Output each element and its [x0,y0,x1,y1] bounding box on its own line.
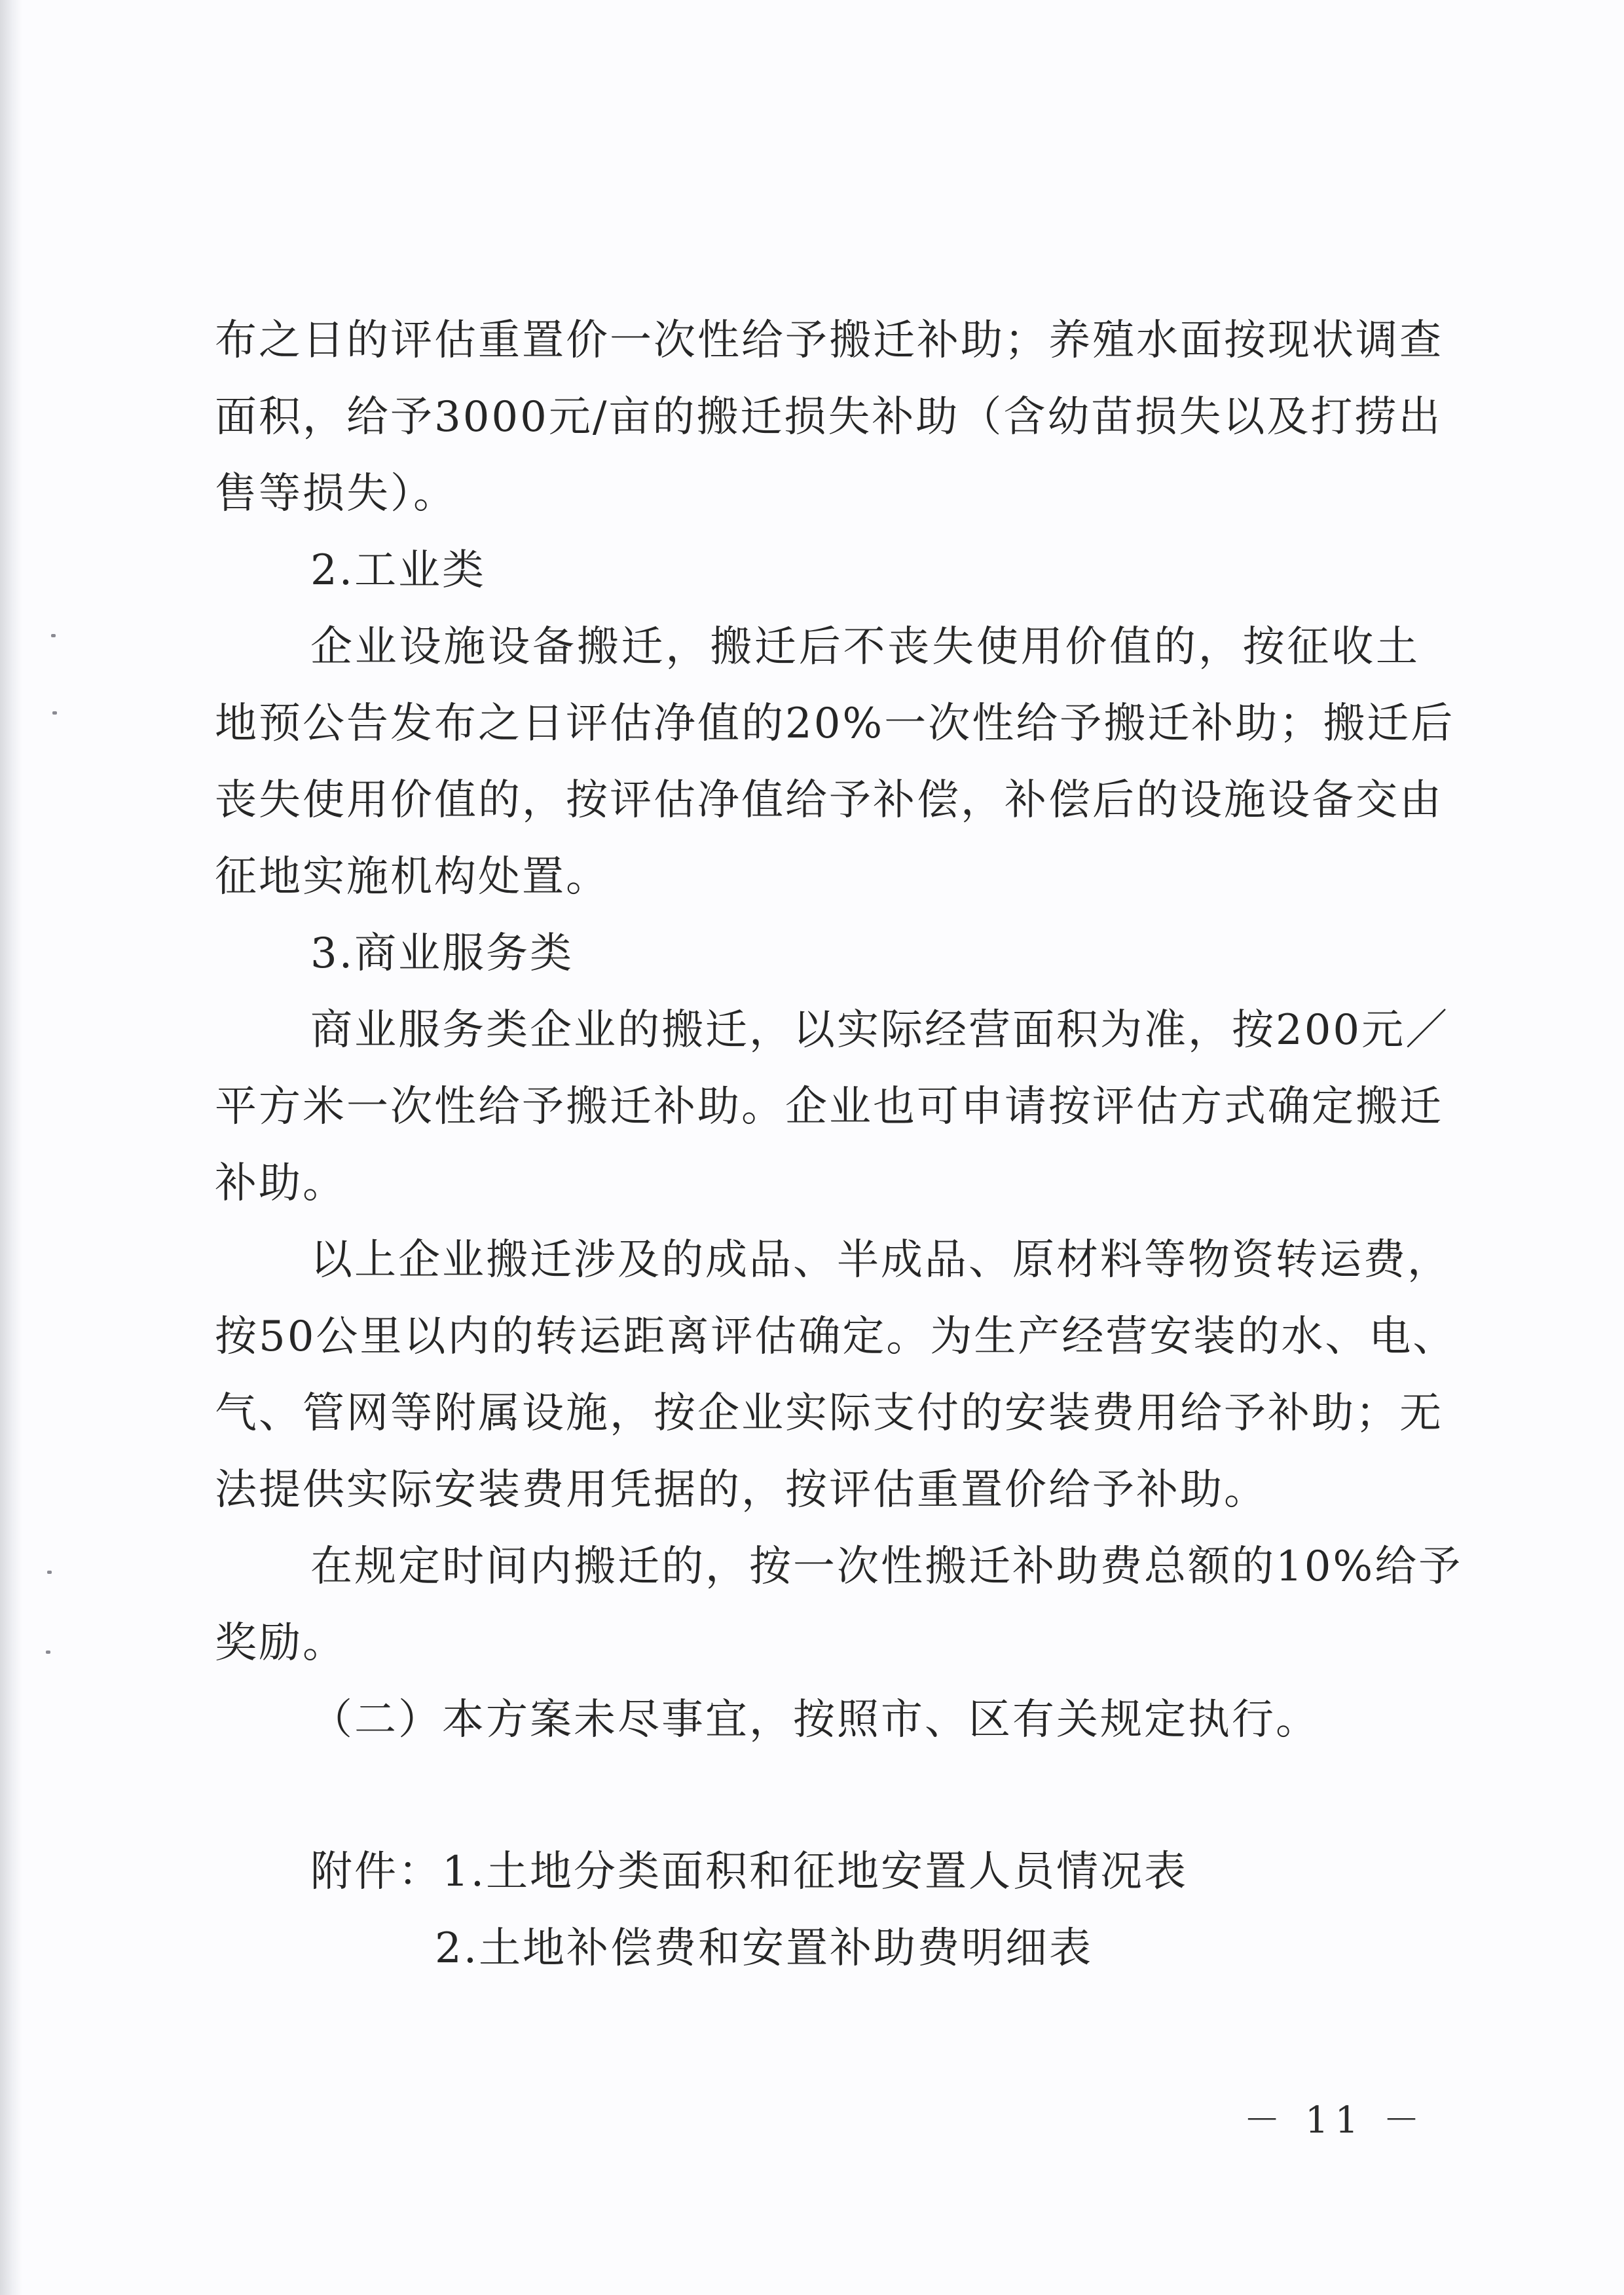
text-line: （二）本方案未尽事宜，按照市、区有关规定执行。 [310,1696,1320,1744]
text-line: 按50公里以内的转运距离评估确定。为生产经营安装的水、电、 [215,1313,1457,1361]
text-line: 地预公告发布之日评估净值的20%一次性给予搬迁补助；搬迁后 [215,700,1455,748]
section-heading-industrial: 2.工业类 [310,546,487,595]
text-line: 布之日的评估重置价一次性给予搬迁补助；养殖水面按现状调查 [215,316,1443,365]
attachment-title: 1.土地分类面积和征地安置人员情况表 [442,1848,1189,1896]
page-number: － 11 － [1244,2099,1426,2142]
text-line: 气、管网等附属设施，按企业实际支付的安装费用给予补助；无 [215,1389,1443,1438]
text-line: 丧失使用价值的，按评估净值给予补偿，补偿后的设施设备交由 [215,776,1443,825]
scan-shadow-edge [0,0,22,2295]
text-line: 法提供实际安装费用凭据的，按评估重置价给予补助。 [215,1466,1268,1514]
attachments-label: 附件： [310,1848,442,1896]
text-line: 在规定时间内搬迁的，按一次性搬迁补助费总额的10%给予 [310,1542,1463,1591]
attachment-item [310,1834,1424,1911]
attachment-title: 2.土地补偿费和安置补助费明细表 [435,1924,1094,1973]
text-line: 奖励。 [215,1619,346,1668]
attachment-item [310,1911,1424,1987]
scan-speck [46,1651,50,1654]
scan-speck [47,1571,52,1574]
scan-speck [52,711,57,715]
body-text [215,303,1463,1759]
text-line: 征地实施机构处置。 [215,853,610,901]
text-line: 商业服务类企业的搬迁，以实际经营面积为准，按200元／ [310,1006,1450,1054]
text-line: 以上企业搬迁涉及的成品、半成品、原材料等物资转运费， [310,1236,1451,1284]
scan-speck [51,634,56,637]
attachments-list [310,1834,1424,1987]
text-line: 平方米一次性给予搬迁补助。企业也可申请按评估方式确定搬迁 [215,1083,1443,1131]
text-line: 企业设施设备搬迁，搬迁后不丧失使用价值的，按征收土 [310,623,1420,671]
text-line: 售等损失）。 [215,470,457,518]
section-heading-commercial: 3.商业服务类 [310,929,574,978]
text-line: 面积，给予3000元/亩的搬迁损失补助（含幼苗损失以及打捞出 [215,393,1443,441]
text-line: 补助。 [215,1159,346,1208]
